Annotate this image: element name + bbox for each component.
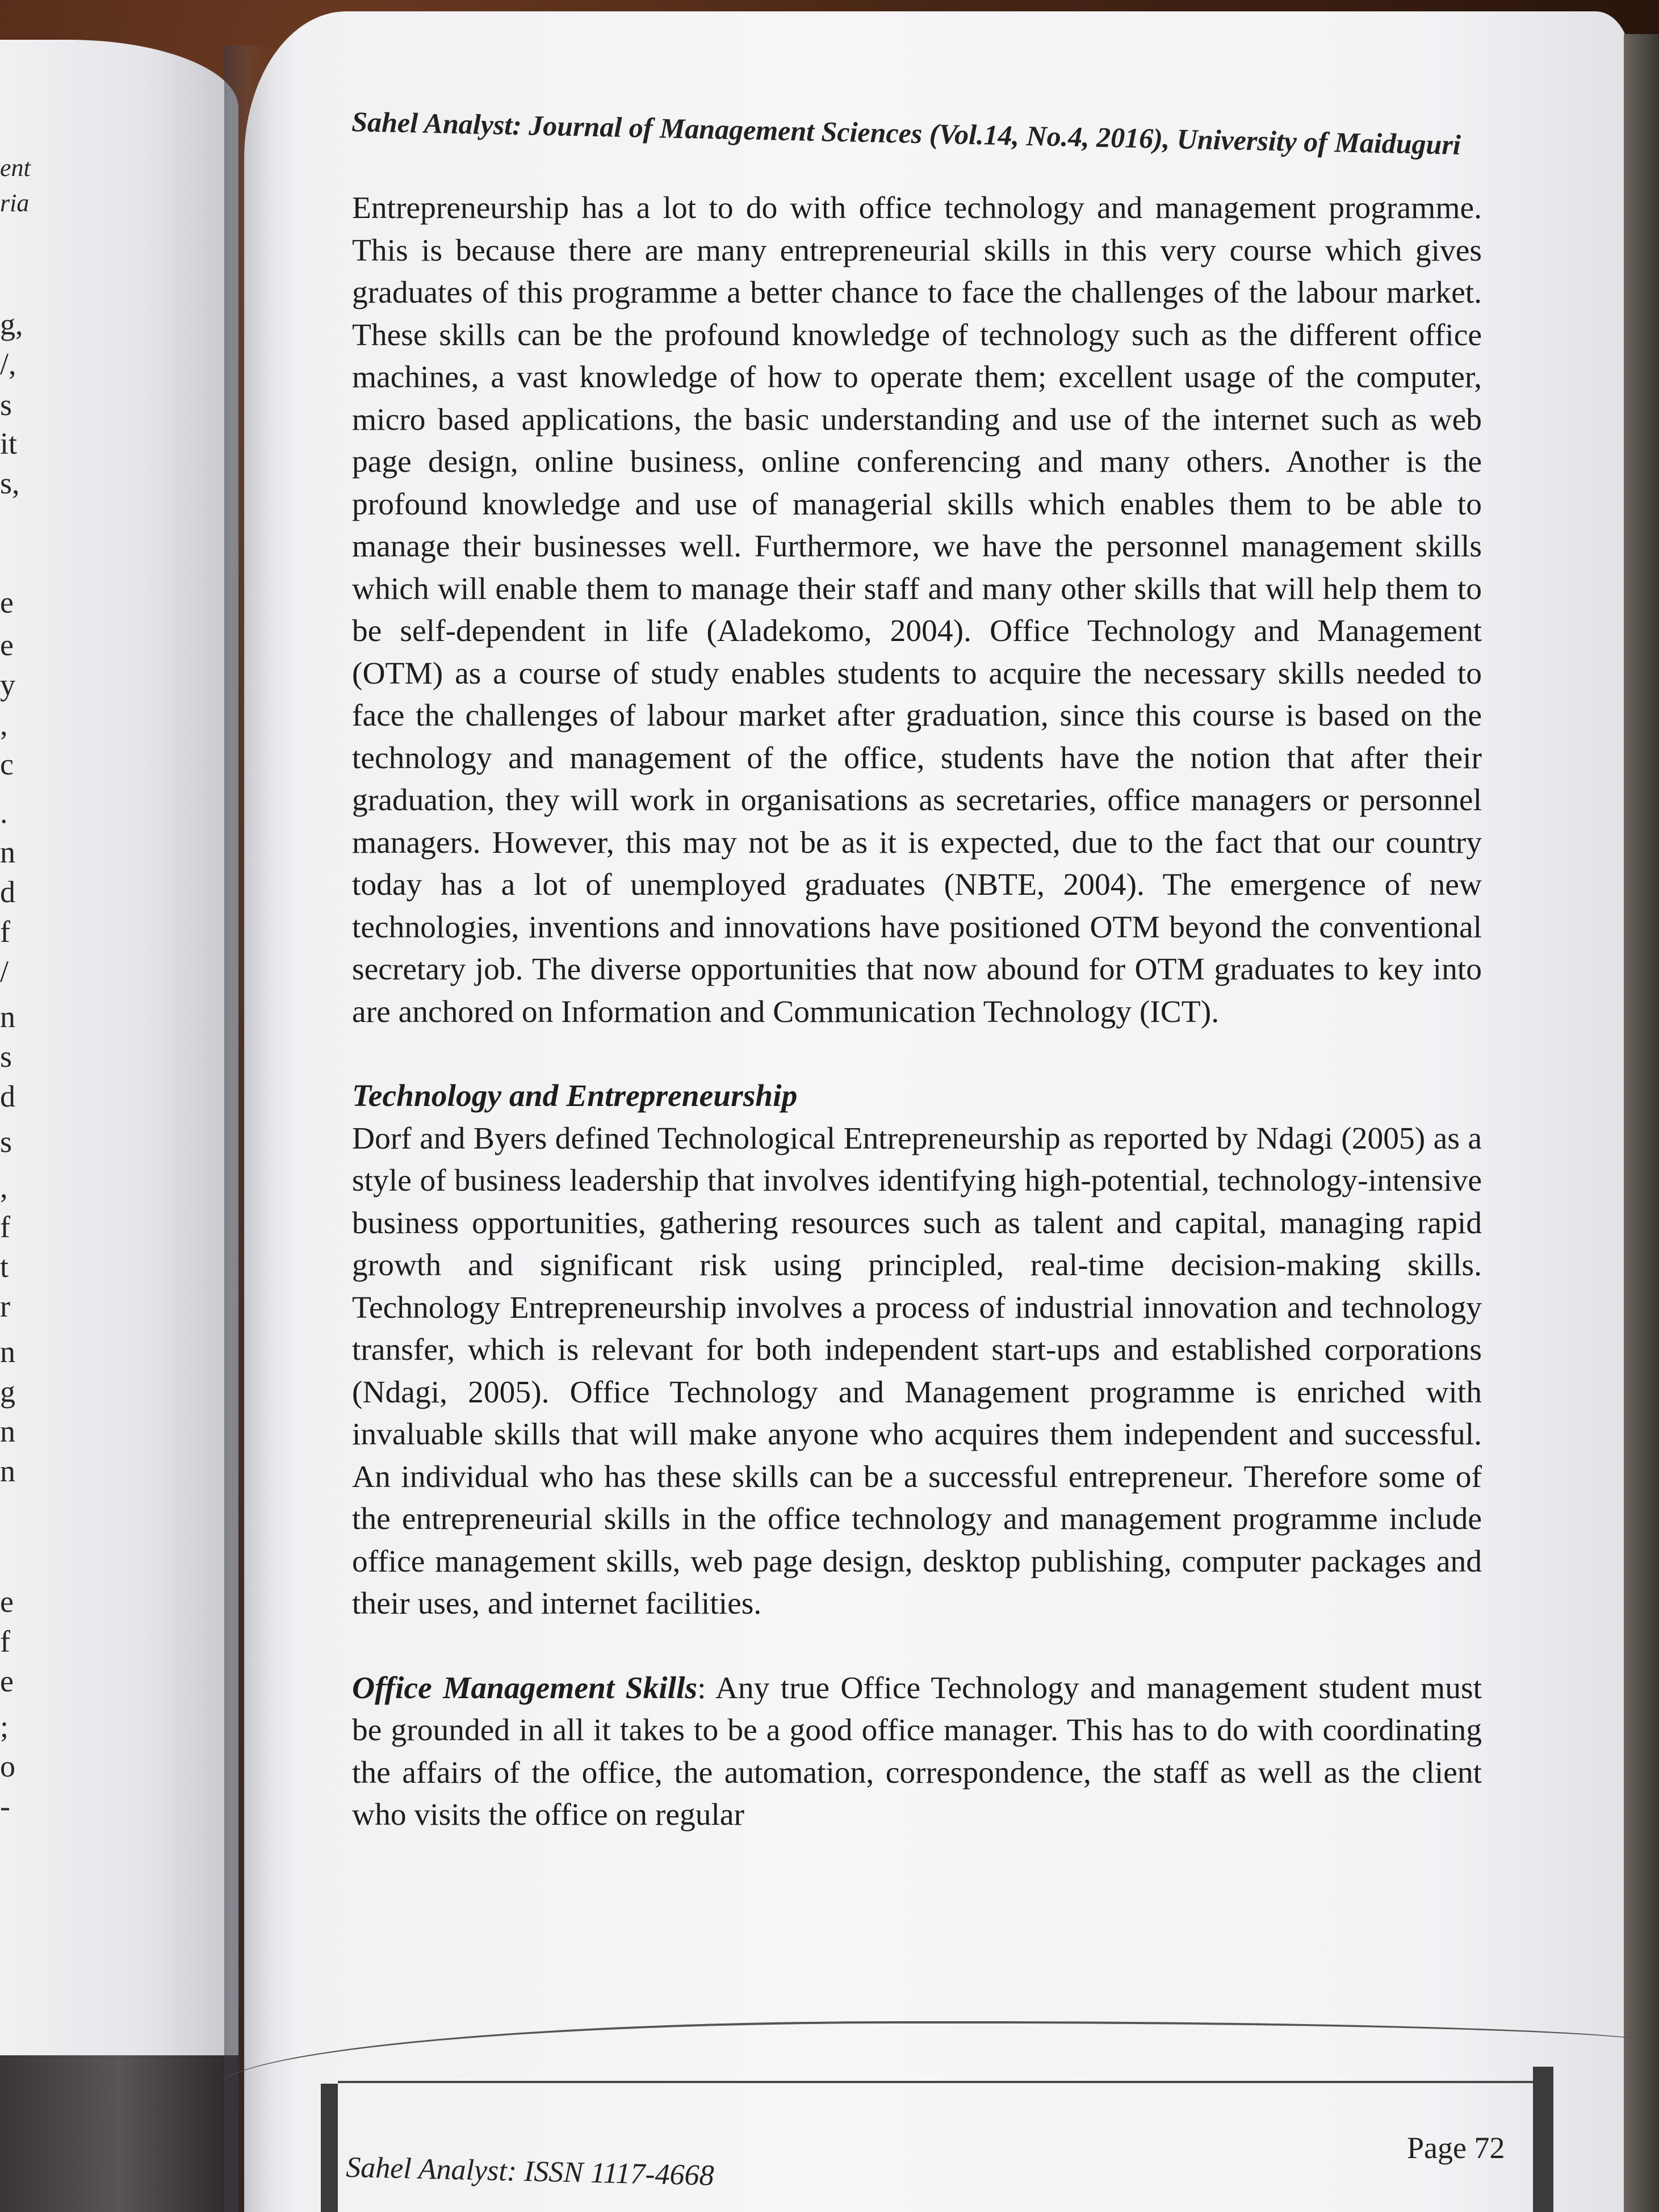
left-page-fragment: n	[0, 1335, 15, 1369]
left-page-fragment: e	[0, 585, 14, 619]
footer-bar-right	[1533, 2067, 1553, 2212]
left-page-fragment: n	[0, 1454, 15, 1488]
left-page-fragment: g,	[0, 307, 23, 341]
left-page-fragment: /	[0, 954, 9, 988]
page-number: Page 72	[1407, 2131, 1505, 2165]
left-page-fragment: s,	[0, 466, 20, 500]
paragraph-ocupation-entrepreneurship: Entrepreneurship has a lot to do with office technology and management programme. This is because there are many entrepreneurial skills in this very course which gives graduates of this programme a better chance to face the challenges of the labour market. These skills can be the profound knowledge of technology such as the different office machines, a vast knowledge of how to operate them; excellent usage of the computer, micro based applications, the basic understanding and use of the internet such as web page design, online business, online conferencing and many others. Another is the profound knowledge and use of managerial skills which enables them to be able to manage their businesses well. Furthermore, we have the personnel management skills which will enable them to manage their staff and many other skills that will help them to be self-dependent in life (Aladekomo, 2004). Office Technology and Management (OTM) as a course of study enables students to acquire the necessary skills needed to face the challenges of labour market after graduation, since this course is based on the technology and management of the office, students have the notion that after their graduation, they will work in organisations as secretaries, office managers or personnel managers. However, this may not be as it is expected, due to the fact that our country today has a lot of unemployed graduates (NBTE, 2004). The emergence of new technologies, inventions and innovations have positioned OTM beyond the conventional secretary job. The diverse opportunities that now abound for OTM graduates to key into are anchored on Information and Communication Technology (ICT).	[352, 191, 1482, 1029]
left-page-fragment: n	[0, 835, 15, 869]
left-page-fragment: s	[0, 1040, 12, 1074]
left-page-fragment: ,	[0, 1170, 8, 1204]
page-stack-edge	[1624, 34, 1659, 2212]
left-page-fragment: g	[0, 1375, 15, 1409]
left-page-fragment: e	[0, 1585, 14, 1619]
left-page-edge	[0, 2055, 238, 2212]
left-page-fragment: t	[0, 1250, 9, 1284]
page-gutter	[224, 45, 270, 2212]
left-page-fragment: f	[0, 915, 10, 949]
left-page-fragment: e	[0, 628, 14, 662]
left-page-fragment: it	[0, 426, 18, 460]
left-page-fragment: y	[0, 668, 15, 702]
left-page-fragment: d	[0, 875, 15, 909]
paragraph-text: : Any true Office Technology and management student must be grounded in all it takes to be a good office manager. This has to do with coordinating the affairs of the office, the automation, correspondence, the staff as well as the client who visits the office on regular	[352, 1670, 1482, 1832]
left-page-fragment: s	[0, 1125, 12, 1159]
left-page-fragment: f	[0, 1210, 10, 1244]
section-heading: Technology and Entrepreneurship	[352, 1079, 798, 1113]
left-page-fragment: ria	[0, 189, 30, 217]
footer-bar-left	[321, 2084, 338, 2212]
running-head: Sahel Analyst: Journal of Management Sciences (Vol.14, No.4, 2016), University of Maiduguri	[351, 105, 1461, 161]
left-page-fragment: n	[0, 1000, 15, 1034]
left-page-fragment: e	[0, 1664, 14, 1698]
left-page-fragment: /,	[0, 347, 16, 381]
left-page-fragment: c	[0, 747, 14, 781]
left-page-fragment: -	[0, 1789, 10, 1823]
paragraph-spacer	[352, 1033, 1482, 1075]
left-page-fragment: ;	[0, 1710, 9, 1744]
left-page-fragment: ,	[0, 707, 8, 741]
left-page-fragment: n	[0, 1414, 15, 1448]
paragraph-office-management-skills	[352, 1668, 1482, 1837]
left-page-fragment: s	[0, 388, 12, 422]
left-page-fragment: d	[0, 1079, 15, 1113]
article-body	[352, 187, 1482, 1837]
left-facing-page	[0, 40, 238, 2061]
footer-issn: Sahel Analyst: ISSN 1117-4668	[345, 2151, 715, 2192]
run-in-heading: Office Management Skills	[352, 1670, 698, 1706]
left-page-fragment: o	[0, 1749, 15, 1783]
left-page-fragment: r	[0, 1289, 10, 1323]
footer-rule	[338, 2081, 1536, 2083]
left-page-fragment: f	[0, 1624, 10, 1658]
left-page-fragment: .	[0, 795, 8, 829]
paragraph-spacer	[352, 1626, 1482, 1668]
left-page-fragment: ent	[0, 154, 31, 182]
paragraph-technology-entrepreneurship: Dorf and Byers defined Technological Entrepreneurship as reported by Ndagi (2005) as a style of business leadership that involves identifying high-potential, technology-intensive business opportunities, gathering resources such as talent and capital, managing rapid growth and significant risk using principled, real-time decision-making skills. Technology Entrepreneurship involves a process of industrial innovation and technology transfer, which is relevant for both independent start-ups and established corporations (Ndagi, 2005). Office Technology and Management programme is enriched with invaluable skills that will make anyone who acquires them independent and successful. An individual who has these skills can be a successful entrepreneur. Therefore some of the entrepreneurial skills in the office technology and management programme include office management skills, web page design, desktop publishing, computer packages and their uses, and internet facilities.	[352, 1121, 1482, 1621]
